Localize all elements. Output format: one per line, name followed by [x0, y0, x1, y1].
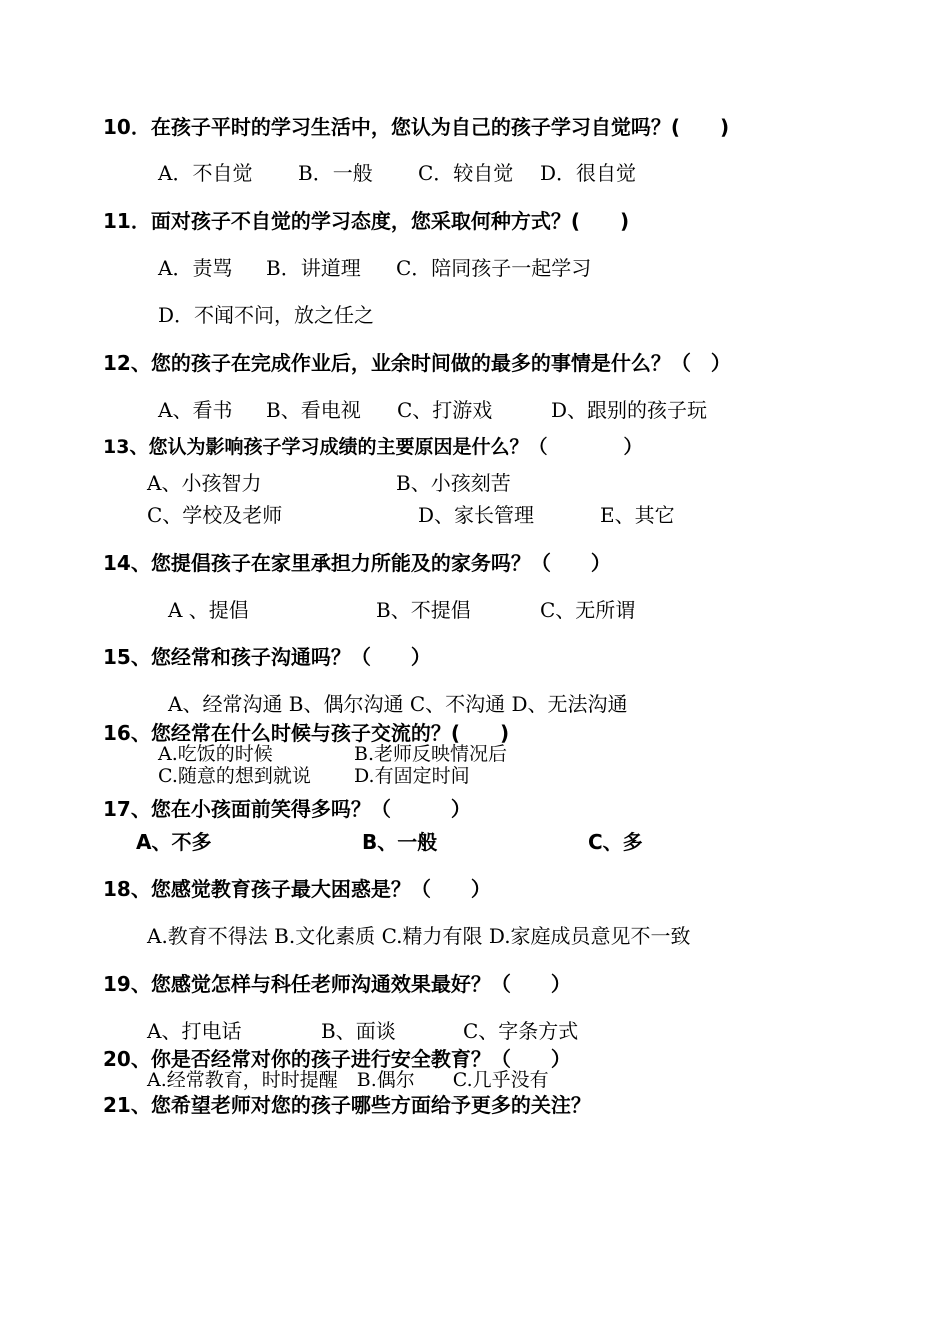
q14-option-b: B、不提倡	[376, 598, 471, 622]
q16-option-b: B.老师反映情况后	[354, 743, 508, 765]
q12-option-b: B、看电视	[266, 398, 361, 422]
q17-option-b: B、一般	[362, 830, 438, 854]
question-21: 21、您希望老师对您的孩子哪些方面给予更多的关注？	[103, 1093, 591, 1117]
q12-option-d: D、跟别的孩子玩	[551, 398, 708, 422]
q12-option-a: A、看书	[158, 398, 233, 422]
question-19: 19、您感觉怎样与科任老师沟通效果最好？（ ）	[103, 972, 571, 996]
q11-option-a: A．责骂	[158, 256, 233, 280]
q10-option-d: D．很自觉	[540, 161, 637, 185]
q13-option-b: B、小孩刻苦	[396, 471, 511, 495]
q17-option-a: A、不多	[136, 830, 212, 854]
q16-option-d: D.有固定时间	[354, 765, 470, 787]
q10-option-b: B．一般	[298, 161, 373, 185]
q10-option-c: C．较自觉	[418, 161, 514, 185]
q13-option-a: A、小孩智力	[147, 471, 262, 495]
question-10: 10．在孩子平时的学习生活中，您认为自己的孩子学习自觉吗？( )	[103, 115, 730, 139]
q16-option-c: C.随意的想到就说	[158, 765, 311, 787]
q11-option-d: D．不闻不问，放之任之	[158, 303, 375, 327]
q20-options: A.经常教育，时时提醒 B.偶尔 C.几乎没有	[147, 1069, 549, 1091]
q17-option-c: C、多	[588, 830, 643, 854]
question-12: 12、您的孩子在完成作业后，业余时间做的最多的事情是什么？（ ）	[103, 351, 731, 375]
q14-option-a: A 、提倡	[168, 598, 249, 622]
question-11: 11．面对孩子不自觉的学习态度，您采取何种方式？( )	[103, 209, 630, 233]
q19-option-a: A、打电话	[147, 1019, 242, 1043]
q10-option-a: A．不自觉	[158, 161, 253, 185]
q19-option-b: B、面谈	[321, 1019, 396, 1043]
q13-option-e: E、其它	[600, 503, 675, 527]
question-14: 14、您提倡孩子在家里承担力所能及的家务吗？（ ）	[103, 551, 611, 575]
q13-option-c: C、学校及老师	[147, 503, 283, 527]
question-18: 18、您感觉教育孩子最大困惑是？（ ）	[103, 877, 491, 901]
q11-option-c: C．陪同孩子一起学习	[396, 256, 592, 280]
q11-option-b: B．讲道理	[266, 256, 361, 280]
question-17: 17、您在小孩面前笑得多吗？（ ）	[103, 797, 471, 821]
question-16: 16、您经常在什么时候与孩子交流的？( )	[103, 721, 510, 745]
q12-option-c: C、打游戏	[397, 398, 493, 422]
q13-option-d: D、家长管理	[418, 503, 535, 527]
q15-options: A、经常沟通 B、偶尔沟通 C、不沟通 D、无法沟通	[168, 692, 628, 716]
q18-options: A.教育不得法 B.文化素质 C.精力有限 D.家庭成员意见不一致	[147, 924, 691, 948]
q19-option-c: C、字条方式	[463, 1019, 579, 1043]
question-15: 15、您经常和孩子沟通吗？（ ）	[103, 645, 431, 669]
q16-option-a: A.吃饭的时候	[158, 743, 273, 765]
q14-option-c: C、无所谓	[540, 598, 636, 622]
question-13: 13、您认为影响孩子学习成绩的主要原因是什么？（ ）	[103, 436, 643, 458]
question-20: 20、你是否经常对你的孩子进行安全教育？（ ）	[103, 1047, 571, 1071]
